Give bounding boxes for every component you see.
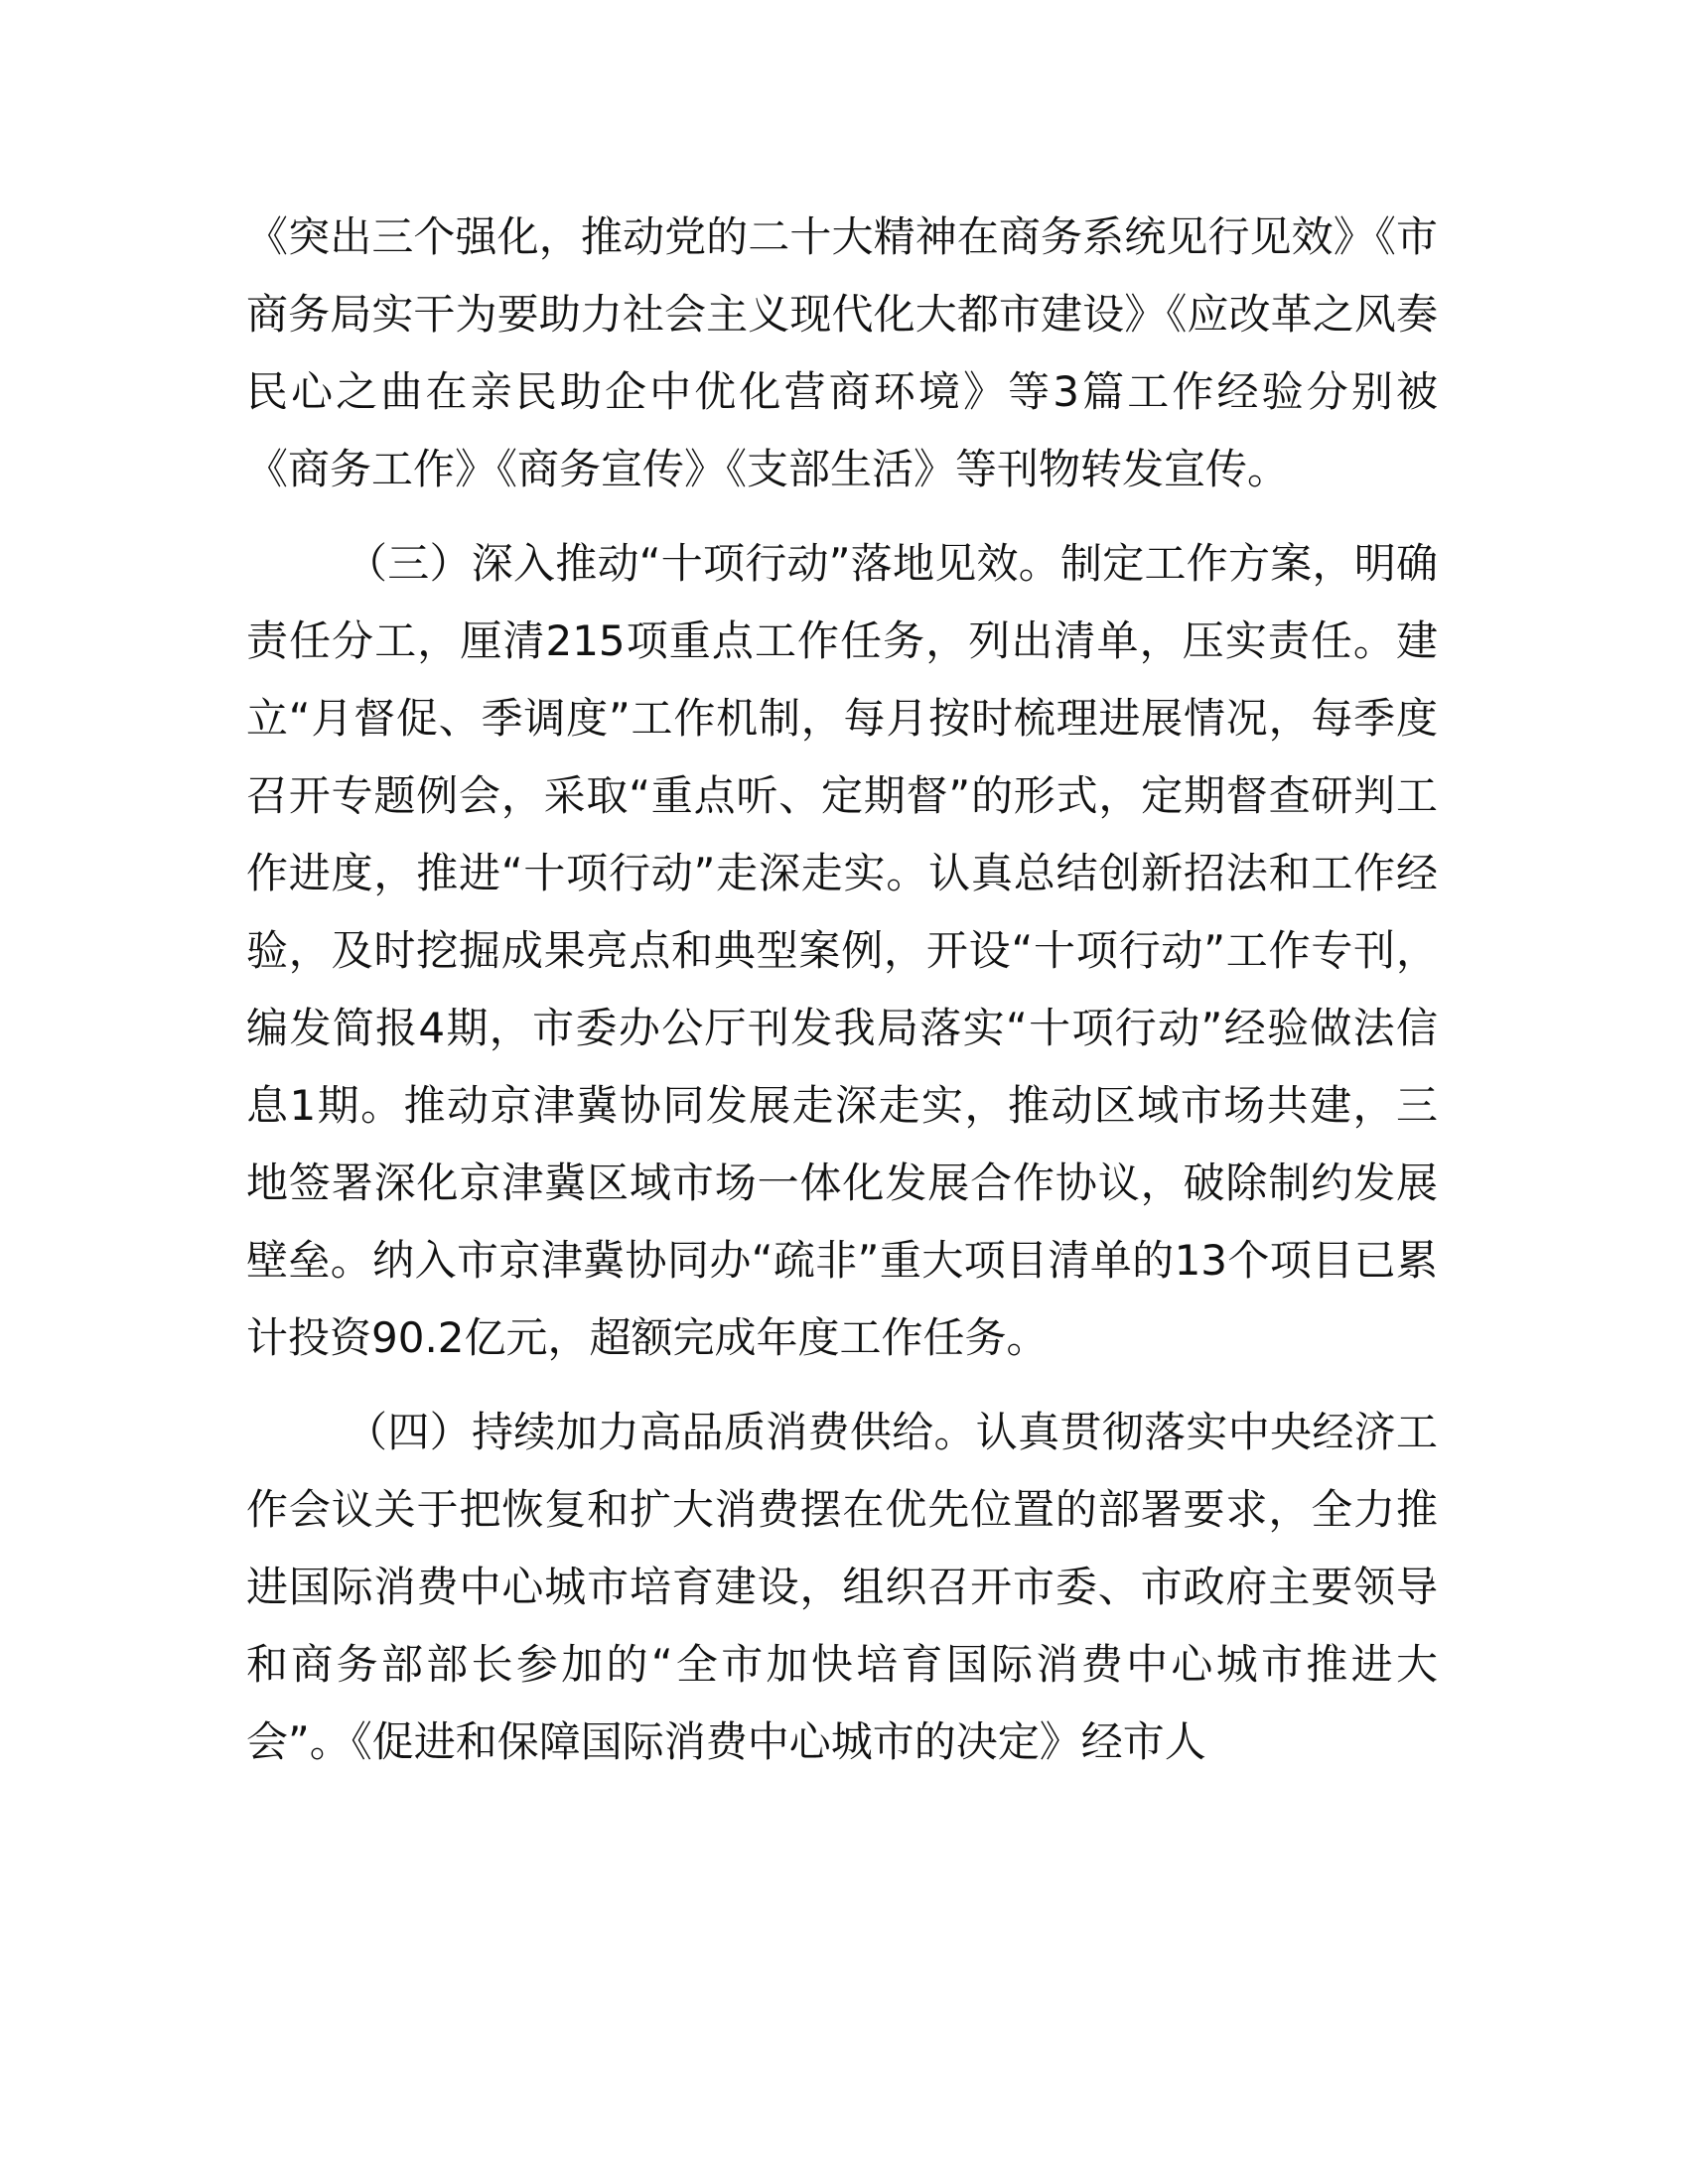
paragraph-continuation: 《突出三个强化，推动党的二十大精神在商务系统见行见效》《市商务局实干为要助力社会主义现代化大都市建设》《应改革之风奏民心之曲在亲民助企中优化营商环境》等3篇工作经验分别被《商务工作》《商务宣传》《支部生活》等刊物转发宣传。 bbox=[246, 212, 1438, 493]
paragraph-section-three: （三）深入推动“十项行动”落地见效。制定工作方案，明确责任分工，厘清215项重点工作任务，列出清单，压实责任。建立“月督促、季调度”工作机制，每月按时梳理进展情况，每季度召开专题例会，采取“重点听、定期督”的形式，定期督查研判工作进度，推进“十项行动”走深走实。认真总结创新招法和工作经验，及时挖掘成果亮点和典型案例，开设“十项行动”工作专刊，编发简报4期，市委办公厅刊发我局落实“十项行动”经验做法信息1期。推动京津冀协同发展走深走实，推动区域市场共建，三地签署深化京津冀区域市场一体化发展合作协议，破除制约发展壁垒。纳入市京津冀协同办“疏非”重大项目清单的13个项目已累计投资90.2亿元，超额完成年度工作任务。 bbox=[246, 539, 1438, 1362]
paragraph-section-four: （四）持续加力高品质消费供给。认真贯彻落实中央经济工作会议关于把恢复和扩大消费摆在优先位置的部署要求，全力推进国际消费中心城市培育建设，组织召开市委、市政府主要领导和商务部部长参加的“全市加快培育国际消费中心城市推进大会”。《促进和保障国际消费中心城市的决定》经市人 bbox=[246, 1408, 1438, 1766]
document-page bbox=[246, 199, 1438, 1798]
